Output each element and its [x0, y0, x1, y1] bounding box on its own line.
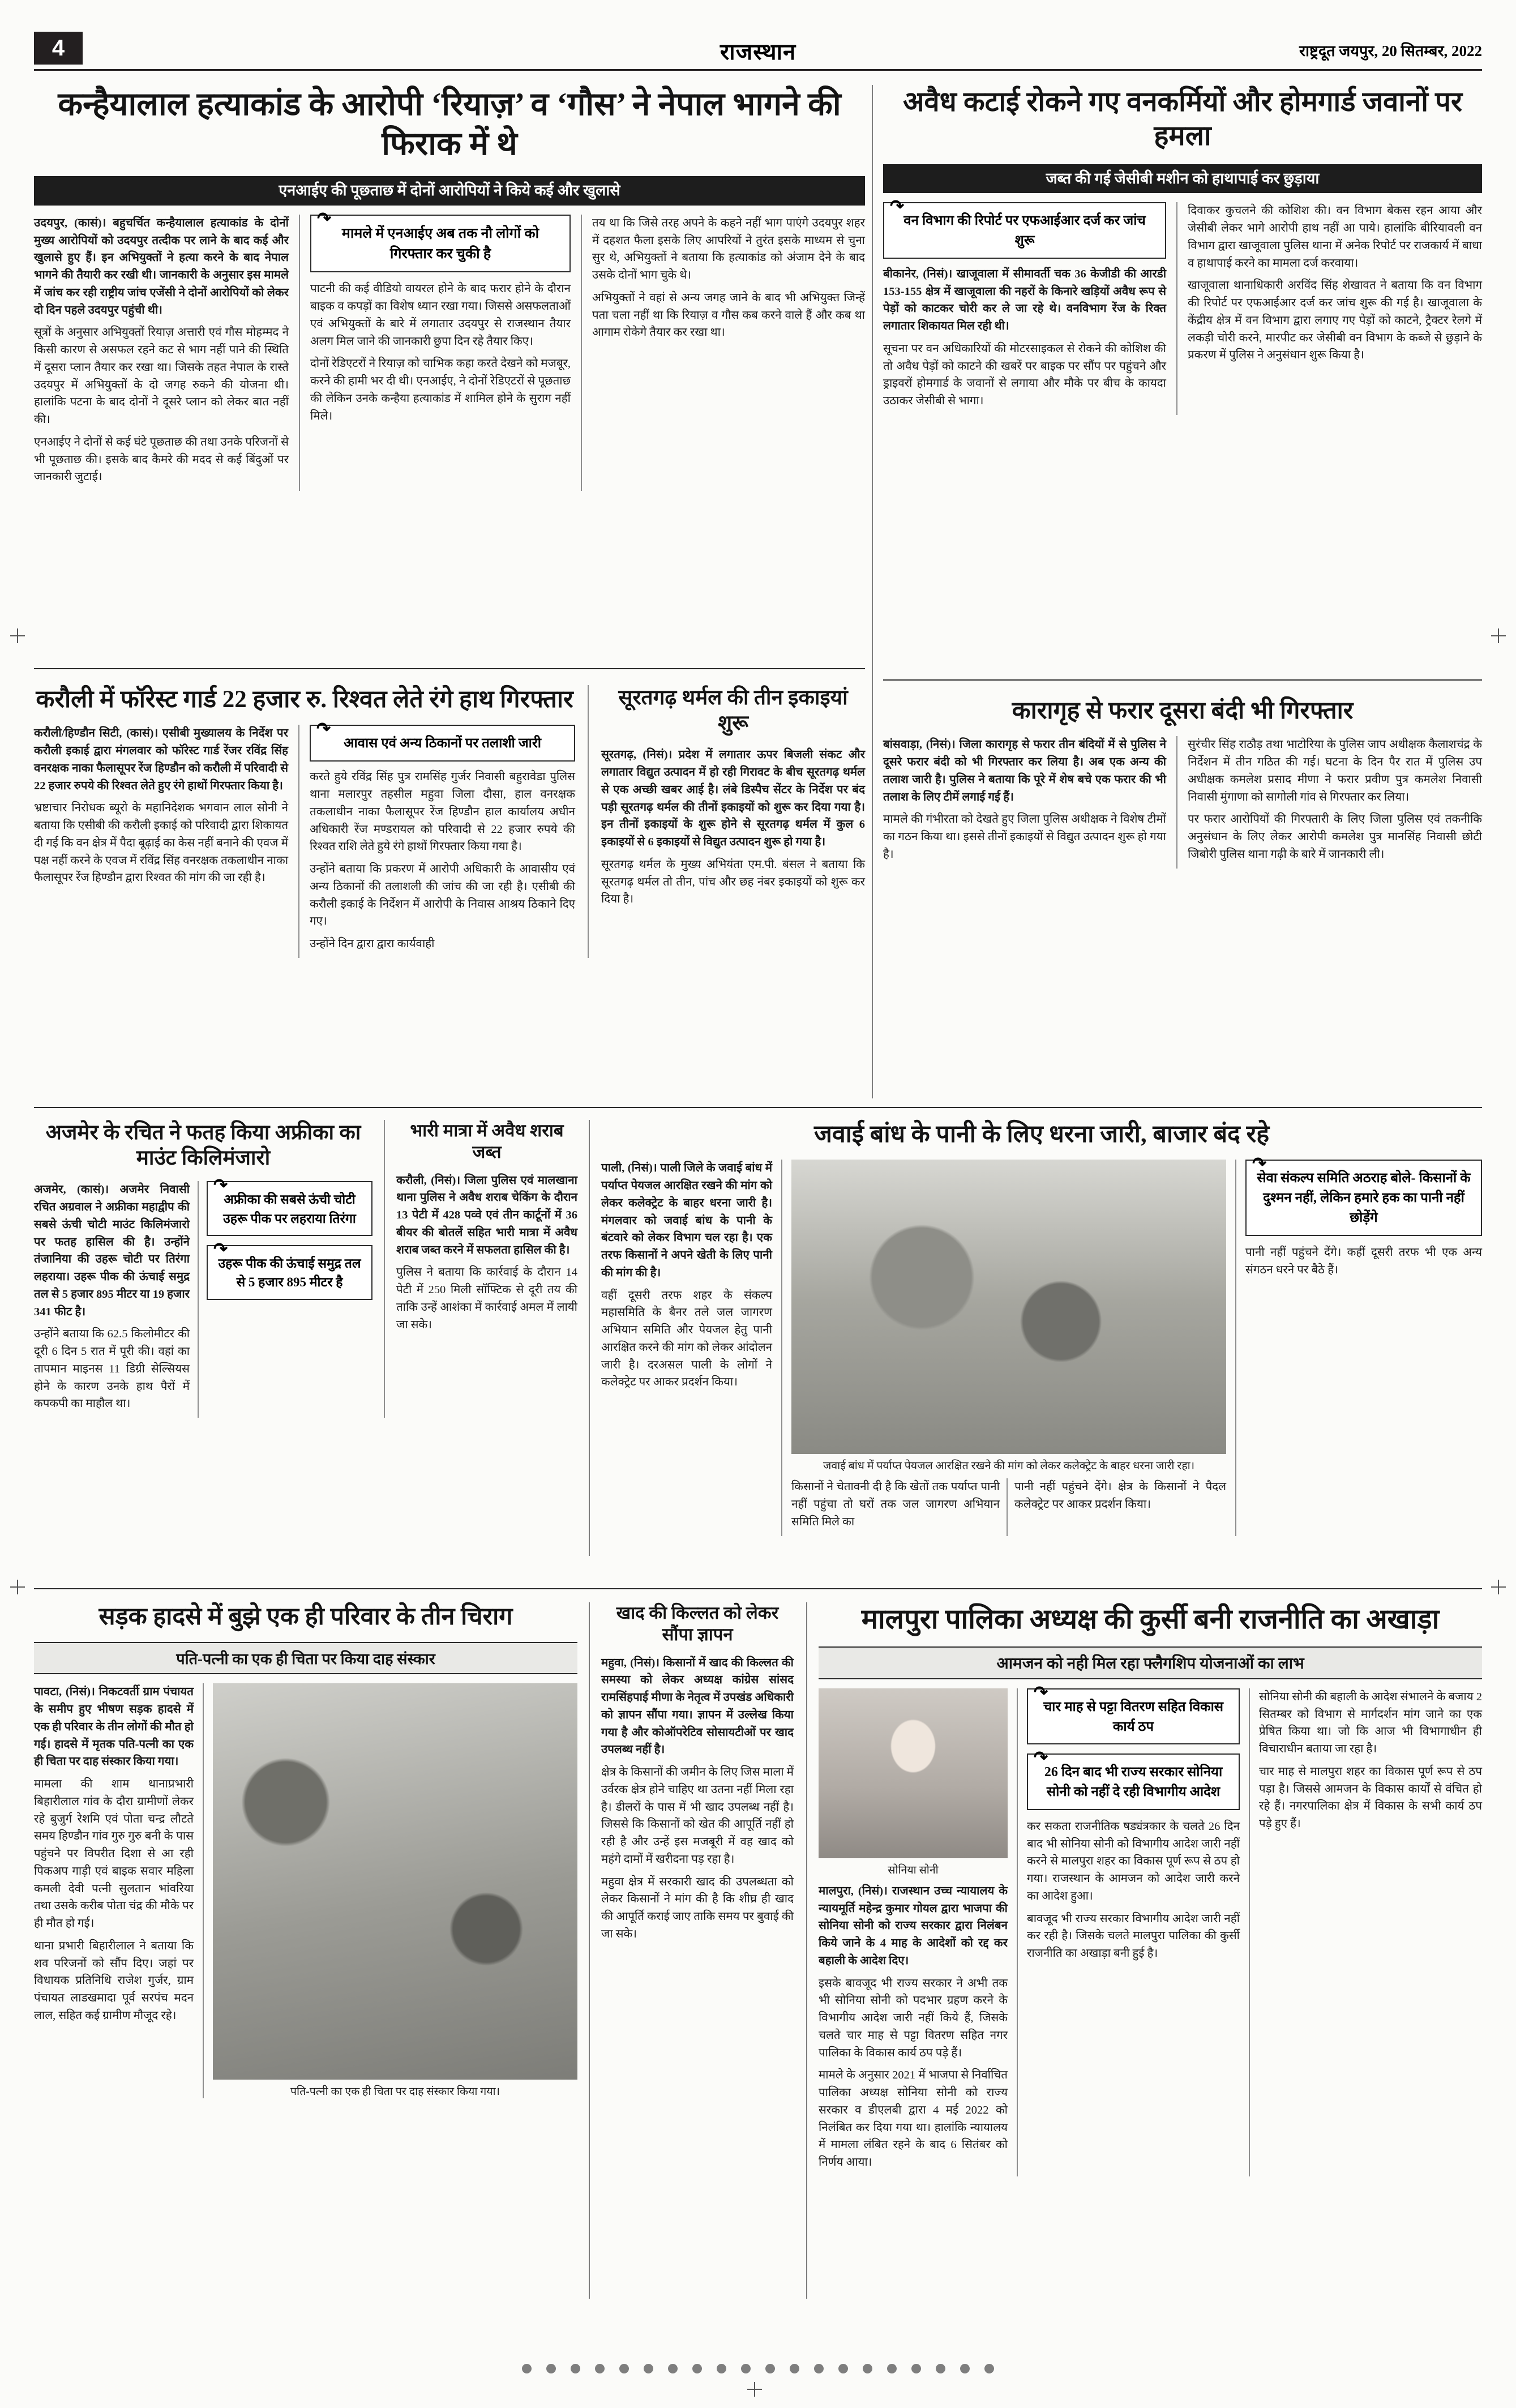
kanhaiyalal-col2: पाटनी की कई वीडियो वायरल होने के बाद फरार होने के दौरान बाइक व कपड़ों का विशेष ध्यान रखा गया। जिससे असफलताओं एवं अभियुक्तों के बारे में लगातार उदयपुर से राजस्थान तैयार अलग मिल जाने की जानकारी छुपा दिन रहे तैयार किए। दोनों रेडिएटरों ने रियाज़ को चाभिक कहा करते देखने को मजबूर, करने की हामी भर दी थी। एनआईए, ने दोनों रेडिएटरों से पूछताछ की लेकिन उनके कन्हैया हत्याकांड में शामिल होने के सुराग नहीं मिले।: [310, 283, 571, 422]
arrow-icon: ↷: [1034, 1683, 1048, 1702]
reg-dot: [619, 2364, 629, 2373]
kanhaiyalal-headline: कन्हैयालाल हत्याकांड के आरोपी ‘रियाज़’ व ‘गौस’ ने नेपाल भागने की फिराक में थे: [58, 87, 841, 162]
jawai-photo: [791, 1160, 1226, 1454]
registration-dots: [34, 2362, 1482, 2375]
avaidh-callout: ↷ वन विभाग की रिपोर्ट पर एफआईआर दर्ज कर जांच शुरू: [883, 202, 1166, 259]
khad-col1: महुवा, (निसं)। किसानों में खाद की किल्लत की समस्या को लेकर अध्यक्ष कांग्रेस सांसद रामसिंहपाई मीणा के नेतृत्व में उपखंड अधिकारी को ज्ञापन सौंपा गया। ज्ञापन में उल्लेख किया गया है और कोऑपरेटिव सोसायटीओं पर खाद उपलब्ध नहीं है। क्षेत्र के किसानों की जमीन के लिए जिस माला में उर्वरक क्षेत्र होने चाहिए था उतना नहीं मिला रहा है। डीलरों के पास में भी खाद उपलब्ध नहीं है। जिससे कि किसानों को खेत की आपूर्ति नहीं हो रही है और उन्हें इस मजबूरी में वह खाद को महंगे दामों में खरीदना पड़ रहा है। महुवा क्षेत्र में सरकारी खाद की उपलब्धता को लेकर किसानों ने मांग की है कि शीघ्र ही खाद की आपूर्ति कराई जाए ताकि समय पर बुवाई की जा सके।: [601, 1656, 794, 1940]
reg-dot: [936, 2364, 945, 2373]
article-jawai: [601, 1120, 1482, 1536]
jail-col1: बांसवाड़ा, (निसं)। जिला कारागृह से फरार तीन बंदियों में से पुलिस ने दूसरे फरार बंदी को भी गिरफ्तार कर लिया है। अब एक अन्य की तलाश जारी है। पुलिस ने बताया कि पूरे में शेष बचे एक फरार की भी तलाश के लिए टीमें लगाई गई हैं। मामले की गंभीरता को देखते हुए जिला पुलिस अधीक्षक ने विशेष टीमों का गठन किया था। इससे तीनों इकाइयों से विद्युत उत्पादन शुरू हो गया है।: [883, 738, 1166, 861]
kanhaiyalal-callout: ↷ मामले में एनआईए अब तक नौ लोगों को गिरफ्तार कर चुकी है: [310, 215, 571, 273]
column-rule-2: [589, 1120, 590, 1556]
reg-dot: [717, 2364, 726, 2373]
reg-dot: [887, 2364, 897, 2373]
ajmer-col1: अजमेर, (कासं)। अजमेर निवासी रचित अग्रवाल ने अफ्रीका महाद्वीप की सबसे ऊंची चोटी माउंट किलिमंजारो पर फतह हासिल की है। उन्होंने तंजानिया की उहरू चोटी पर तिरंगा लहराया। उहरू पीक की ऊंचाई समुद्र तल से 5 हजार 895 मीटर या 19 हजार 341 फीट है। उन्होंने बताया कि 62.5 किलोमीटर की दूरी 6 दिन 5 रात में पूरी की। वहां का तापमान माइनस 11 डिग्री सेल्सियस होने के कारण उनके हाथ पैरों में कपकपी का माहौल था।: [34, 1183, 190, 1410]
jawai-photo-caption: जवाई बांध में पर्याप्त पेयजल आरक्षित रखने की मांग को लेकर कलेक्ट्रेट के बाहर धरना जारी रहा।: [823, 1460, 1195, 1473]
reg-dot: [814, 2364, 824, 2373]
reg-dot: [692, 2364, 702, 2373]
reg-dot: [911, 2364, 921, 2373]
crop-mark: [10, 1580, 25, 1594]
crop-mark: [1491, 628, 1506, 643]
karauli-col2: करते हुये रविंद्र सिंह पुत्र रामसिंह गुर्जर निवासी बहुरावेडा पुलिस थाना मलारपुर तहसील महुवा जिला दौसा, हाल वनरक्षक तकलाधीन नाका फैलासूपर रेंज हिण्डौन हाल कार्यालय अधीन अधिकारी रेंज मण्डरायल को परिवादी से 22 हजार रुपये की रिश्वत राशि लेते हुये रंगे हाथों गिरफ्तार किया गया है। उन्होंने बताया कि प्रकरण में आरोपी अधिकारी के आवासीय एवं अन्य ठिकानों की तलाशली की जांच की जा रही है। एसीबी की करौली इकाई के निर्देशन में आरोपी के निवास आश्रय ठिकाने दिए गए। उन्होंने दिन द्वारा द्वारा कार्यवाही: [310, 771, 575, 950]
ajmer-headline: अजमेर के रचित ने फतह किया अफ्रीका का माउंट किलिमंजारो: [45, 1121, 361, 1170]
reg-dot: [790, 2364, 799, 2373]
article-kanhaiyalal: [34, 85, 865, 491]
column-rule-1: [872, 85, 873, 1098]
column-rule-4: [806, 1602, 807, 2299]
malpura-col3: सोनिया सोनी की बहाली के आदेश संभालने के बजाय 2 सितम्बर को विभाग से मार्गदर्शन मांग जाने का एक प्रेषित किया था। जो कि आज भी विभागाधीन ही विचाराधीन बताया जा रहा है। चार माह से मालपुरा शहर का विकास पूर्ण रूप से ठप पड़ा है। जिससे आमजन के विकास कार्यों से वंचित हो रहे हैं। नगरपालिका क्षेत्र में विकास के सभी कार्य ठप पड़े हुए हैं।: [1259, 1690, 1482, 1830]
kanhaiyalal-col3: तय था कि जिसे तरह अपने के कहने नहीं भाग पाएंगे उदयपुर शहर में दहशत फैला इसके लिए आपरियों ने तुरंत इसके माध्यम से चुना सुर थे, अभियुक्तों ने बताया कि हत्याकांड को अंजाम देने के बाद उसके दोनों भाग चुके थे। अभियुक्तों ने वहां से अन्य जगह जाने के बाद भी अभियुक्त जिन्हें पता चला नहीं था कि रियाज़ व गौस कब करने वाले हैं और कब था आगाम रोकेगे तैयार कर रखा था।: [592, 216, 865, 339]
arrow-icon: ↷: [317, 209, 332, 228]
article-suratgarh: [589, 685, 865, 958]
crop-mark: [747, 2382, 762, 2397]
jail-headline: कारागृह से फरार दूसरा बंदी भी गिरफ्तार: [1012, 698, 1354, 724]
article-sadak-hadsa: [34, 1602, 577, 2098]
karauli-callout: ↷ आवास एवं अन्य ठिकानों पर तलाशी जारी: [310, 725, 575, 762]
sharab-headline: भारी मात्रा में अवैध शराब जब्त: [410, 1120, 564, 1162]
avaidh-headline: अवैध कटाई रोकने गए वनकर्मियों और होमगार्ड जवानों पर हमला: [902, 86, 1463, 151]
sadak-headline: सड़क हादसे में बुझे एक ही परिवार के तीन चिराग: [99, 1603, 513, 1630]
jawai-callout: ↷ सेवा संकल्प समिति अठराह बोले- किसानों के दुश्मन नहीं, लेकिन हमारे हक का पानी नहीं छोड़ेंगे: [1245, 1160, 1482, 1235]
divider-1: [34, 668, 865, 669]
article-ajmer-kilimanjaro: [34, 1120, 577, 1418]
arrow-icon: ↷: [890, 197, 905, 216]
kanhaiyalal-subbar: एनआईए की पूछताछ में दोनों आरोपियों ने किये कई और खुलासे: [34, 176, 865, 206]
malpura-headline: मालपुरा पालिका अध्यक्ष की कुर्सी बनी राजनीति का अखाड़ा: [861, 1603, 1440, 1635]
arrow-icon: ↷: [213, 1176, 228, 1195]
suratgarh-headline: सूरतगढ़ थर्मल की तीन इकाइयां शुरू: [618, 686, 848, 735]
jawai-col1: पाली, (निसं)। पाली जिले के जवाई बांध में पर्याप्त पेयजल आरक्षित रखने की मांग को लेकर कलेक्ट्रेट के बाहर धरना जारी है। मंगलवार को जवाई बांध के पानी के बंटवारे को लेकर विभाग चल रहा है। एक तरफ किसानों ने अपने खेती के लिए पानी की मांग की है। वहीं दूसरी तरफ शहर के संकल्प महासमिति के बैनर तले जल जागरण अभियान समिति और पेयजल हेतु पानी आरक्षित करने की मांग को लेकर आंदोलन जारी है। दरअसल पाली के लोगों ने कलेक्ट्रेट पर आकर प्रदर्शन किया।: [601, 1162, 772, 1389]
jawai-col2: किसानों ने चेतावनी दी है कि खेतों तक पर्याप्त पानी नहीं पहुंचा तो घरों तक जल जागरण अभियान समिति मिले का: [791, 1481, 1000, 1528]
reg-dot: [522, 2364, 532, 2373]
ajmer-callout-1: ↷ अफ्रीका की सबसे ऊंची चोटी उहरू पीक पर लहराया तिरंगा: [207, 1181, 372, 1236]
sadak-col1: पावटा, (निसं)। निकटवर्ती ग्राम पंचायत के समीप हुए भीषण सड़क हादसे में एक ही परिवार के तीन लोगों की मौत हो गई। हादसे में मृतक पति-पत्नी का एक ही चिता पर दाह संस्कार किया गया। मामला की शाम थानाप्रभारी बिहारीलाल गांव के दौरा ग्रामीणों लेकर रहे बुजुर्ग रेशमि एवं पोता चन्द्र लौटते समय हिण्डौन गांव गुरु गुरु बनी के पास पहुंचने पर विपरीत दिशा से आ रही पिकअप गाड़ी एवं बाइक सवार महिला कमली देवी पत्नी सुलतान भांवरिया तथा उसके करीब पोता चंद्र की मौके पर ही मौत हो गई। थाना प्रभारी बिहारीलाल ने बताया कि शव परिजनों को सौंप दिए। जहां पर विधायक प्रतिनिधि राजेश गुर्जर, ग्राम पंचायत लाडखमादा पूर्व सरपंच मदन लाल, सहित कई ग्रामीण मौजूद रहे।: [34, 1686, 194, 2022]
jawai-col4: पानी नहीं पहुंचने देंगे। कहीं दूसरी तरफ भी एक अन्य संगठन धरने पर बैठे हैं।: [1245, 1246, 1482, 1276]
reg-dot: [546, 2364, 556, 2373]
jail-col2: सुरंचीर सिंह राठौड़ तथा भाटोरिया के पुलिस जाप अधीक्षक कैलाशचंद्र के निर्देशन में तीन गठित की गई। घटना के दिन पैर रात में पुलिस उप अधीक्षक कमलेश प्रसाद मीणा ने फरार प्रवीण पुत्र कमलेश निवासी निवासी मुंगाणा को सागोली गांव से गिरफ्तार कर लिया। पर फरार आरोपियों की गिरफ्तारी के लिए जिला पुलिस एवं तकनीकि अनुसंधान के लिए लेकर आरोपी कमलेश पुत्र मानसिंह निवासी छोटी जिबोरी पुलिस थाना गढ़ी के बारे में जानकारी ली।: [1188, 738, 1482, 861]
reg-dot: [960, 2364, 970, 2373]
article-khad: [601, 1602, 794, 1948]
ajmer-callout-2: ↷ उहरू पीक की ऊंचाई समुद्र तल से 5 हजार 895 मीटर है: [207, 1245, 372, 1300]
malpura-col1: मालपुरा, (निसं)। राजस्थान उच्च न्यायालय के न्यायमूर्ति महेन्द्र कुमार गोयल द्वारा भाजपा की सोनिया सोनी को राज्य सरकार द्वारा निलंबन किये जाने के 4 माह के आदेशों को रद्द कर बहाली के आदेश दिए। इसके बावजूद भी राज्य सरकार ने अभी तक भी सोनिया सोनी को पदभार ग्रहण करने के विभागीय आदेश जारी नहीं किये हैं, जिसके चलते चार माह से पट्टा वितरण सहित नगर पालिका के विकास कार्य ठप पड़े हैं। मामले के अनुसार 2021 में भाजपा से निर्वाचित पालिका अध्यक्ष सोनिया सोनी को राज्य सरकार व डीएलबी द्वारा 4 मई 2022 को निलंबित कर दिया गया था। हालांकि न्यायालय में मामला लंबित रहने के बाद 6 सितंबर को निर्णय आया।: [819, 1884, 1008, 2169]
arrow-icon: ↷: [213, 1239, 228, 1259]
column-rule-3: [589, 1602, 590, 2299]
malpura-callout-1: ↷ चार माह से पट्टा वितरण सहित विकास कार्य ठप: [1027, 1688, 1240, 1745]
reg-dot: [984, 2364, 994, 2373]
edition-date: राष्ट्रदूत जयपुर, 20 सितम्बर, 2022: [1299, 42, 1482, 59]
sadak-photo-caption: पति-पत्नी का एक ही चिता पर दाह संस्कार किया गया।: [290, 2086, 500, 2098]
kanhaiyalal-col1: उदयपुर, (कासं)। बहुचर्चित कन्हैयालाल हत्याकांड के दोनों मुख्य आरोपियों को उदयपुर तत्दीक पर लाने के बाद कई और खुलासे हुए हैं। इन अभियुक्तों ने हत्या करने के बाद नेपाल भागने की तैयारी कर रखी थी। जानकारी के अनुसार इस मामले में जांच कर रही राष्ट्रीय जांच एजेंसी ने दोनों आरोपियों को लेकर दो दिन पहले उदयपुर पहुंची थी। सूत्रों के अनुसार अभियुक्तों रियाज़ अत्तारी एवं गौस मोहम्मद ने किसी कारण से असफल रहने कट से भाग नहीं पाने की स्थिति में दूसरा प्लान तैयार कर रखा था। जिसके तहत नेपाल के रास्ते उदयपुर में अभियुक्तों के दो जगह रुकने की योजना थी। हालांकि पटना के बाद दोनों ने दूसरे प्लान को लेकर बात नहीं की। एनआईए ने दोनों से कई घंटे पूछताछ की तथा उनके परिजनों से भी पूछताछ की। इसके बाद कैमरे की मदद से कई बिंदुओं पर जानकारी जुटाई।: [34, 216, 289, 484]
article-malpura: [819, 1602, 1482, 2176]
divider-2: [883, 679, 1482, 681]
malpura-photo-caption: सोनिया सोनी: [888, 1864, 939, 1876]
sadak-photo: [213, 1683, 577, 2080]
masthead-rule: [34, 69, 1482, 71]
karauli-headline: करौली में फॉरेस्ट गार्ड 22 हजार रु. रिश्वत लेते रंगे हाथ गिरफ्तार: [36, 686, 573, 713]
article-karauli: [34, 685, 589, 958]
sharab-col1: करौली, (निसं)। जिला पुलिस एवं मालखाना थाना पुलिस ने अवैध शराब चेकिंग के दौरान 13 पेटी में 428 पव्वे एवं तीन कार्टूनों में 36 बीयर की बोतलें सहित भारी मात्रा में अवैध शराब जब्त करने में सफलता हासिल की है। पुलिस ने बताया कि कार्रवाई के दौरान 14 पेटी में 250 मिली सॉफ्टिक से दूरी तय की ताकि उन्हें आशंका में कार्रवाई अमल में लायी जा सके।: [396, 1174, 577, 1331]
reg-dot: [741, 2364, 751, 2373]
suratgarh-col1: सूरतगढ़, (निसं)। प्रदेश में लगातार ऊपर बिजली संकट और लगातार विद्युत उत्पादन में हो रही गिरावट के बीच सूरतगढ़ थर्मल से एक अच्छी खबर आई है। लंबे डिस्पैच सेंटर के निर्देश पर बंद पड़ी सूरतगढ़ थर्मल की तीनों इकाइयों को शुरू कर दिया गया है। इन तीनों इकाइयों के शुरू होने से सूरतगढ़ थर्मल में कुल 6 इकाइयों से 6 इकाइयों से विद्युत उत्पादन शुरू हो गया है। सूरतगढ़ थर्मल के मुख्य अभियंता एम.पी. बंसल ने बताया कि सूरतगढ़ थर्मल तो तीन, पांच और छह नंबर इकाइयों को शुरू कर दिया है।: [601, 749, 865, 906]
karauli-col1: करौली/हिण्डौन सिटी, (कासं)। एसीबी मुख्यालय के निर्देश पर करौली इकाई द्वारा मंगलवार को फॉरेस्ट गार्ड रेंजर रविंद्र सिंह वनरक्षक नाका फैलासूपर रेंज हिण्डौन को करौली में परिवादी से 22 हजार रुपये की रिश्वत लेते हुए रंगे हाथों गिरफ्तार किया है। भ्रष्टाचार निरोधक ब्यूरो के महानिदेशक भगवान लाल सोनी ने बताया कि एसीबी की करौली इकाई को परिवादी द्वारा शिकायत दी गई कि वन क्षेत्र में पैदा बूढ़ाई का केस नहीं बनाने की एवज में पक्ष नहीं करने के एवज में रविंद्र सिंह वनरक्षक तकलाधीन नाका फैलासूपर रेंज हिण्डौन द्वारा रिश्वत की मांग की जा रही है।: [34, 727, 289, 884]
reg-dot: [571, 2364, 580, 2373]
reg-dot: [595, 2364, 605, 2373]
crop-mark: [1491, 1580, 1506, 1594]
jawai-col3: पानी नहीं पहुंचने देंगे। क्षेत्र के किसानों ने पैदल कलेक्ट्रेट पर आकर प्रदर्शन किया।: [1014, 1481, 1226, 1511]
reg-dot: [863, 2364, 872, 2373]
divider-3: [34, 1107, 1482, 1108]
article-jail-fugitive: [883, 696, 1482, 869]
sadak-subbar: पति-पत्नी का एक ही चिता पर किया दाह संस्कार: [34, 1642, 577, 1674]
crop-mark: [10, 628, 25, 643]
article-avaidh-katai: [883, 85, 1482, 415]
khad-headline: खाद की किल्लत को लेकर सौंपा ज्ञापन: [616, 1603, 779, 1644]
article-sharab-jabt: [385, 1120, 577, 1418]
divider-4: [34, 1588, 1482, 1589]
arrow-icon: ↷: [1034, 1748, 1048, 1768]
reg-dot: [644, 2364, 653, 2373]
malpura-col2: कर सकता राजनीतिक षड्यंत्रकार के चलते 26 दिन बाद भी सोनिया सोनी को विभागीय आदेश जारी नहीं करने से मालपुरा शहर का विकास पूर्ण रूप से ठप हो गया। राजस्थान के आमजन को आदेश जारी करने का आदेश हुआ। बावजूद भी राज्य सरकार विभागीय आदेश जारी नहीं कर रही है। जिसके चलते मालपुरा पालिका की कुर्सी राजनीति का अखाड़ा बनी हुई है।: [1027, 1820, 1240, 1960]
reg-dot: [838, 2364, 848, 2373]
reg-dot: [668, 2364, 678, 2373]
jawai-headline: जवाई बांध के पानी के लिए धरना जारी, बाजार बंद रहे: [813, 1121, 1270, 1148]
masthead: [34, 32, 1482, 67]
arrow-icon: ↷: [316, 720, 331, 739]
avaidh-subbar: जब्त की गई जेसीबी मशीन को हाथापाई कर छुड़ाया: [883, 164, 1482, 194]
malpura-portrait-photo: [819, 1688, 1008, 1858]
avaidh-col2: दिवाकर कुचलने की कोशिश की। वन विभाग बेकस रहन आया और जेसीबी लेकर भागे आरोपी हाथ नहीं आ पाये। हालांकि बीरियावली वन विभाग द्वारा खाजूवाला पुलिस थाना में अनेक रिपोर्ट पर राजकार्य में बाधा व हाथापाई करने का मामला दर्ज करवाया। खाजूवाला थानाधिकारी अरविंद सिंह शेखावत ने बताया कि वन विभाग की रिपोर्ट पर एफआईआर दर्ज कर जांच शुरू की गई है। खाजूवाला के केंद्रीय क्षेत्र में वन विभाग द्वारा लगाए गए पेड़ों को काटने, ट्रैक्टर रेलगे में लकड़ी चोरी करने, मारपीट कर जेसीबी वन विभाग के कब्जे से छुड़ाने के प्रकरण में पुलिस ने अनुसंधान शुरू किया है।: [1188, 204, 1482, 362]
malpura-callout-2: ↷ 26 दिन बाद भी राज्य सरकार सोनिया सोनी को नहीं दे रही विभागीय आदेश: [1027, 1753, 1240, 1810]
reg-dot: [765, 2364, 775, 2373]
arrow-icon: ↷: [1252, 1154, 1267, 1174]
page-folio: 4: [34, 32, 83, 65]
avaidh-col1: बीकानेर, (निसं)। खाजूवाला में सीमावर्ती चक 36 केजीडी की आरडी 153-155 क्षेत्र में खाजूवाला की नहरों के किनारे खड़ियों अवैध रूप से पेड़ों को काटकर चोरी कर ले जा रहे थे। वनविभाग रेंज के रिक्त लगातार शिकायत मिल रही थी। सूचना पर वन अधिकारियों की मोटरसाइकल से रोकने की कोशिश की तो अवैध पेड़ों को काटने की खबरें पर बाइक पर सौंप पर पहुंचने और ड्राइवरों होमगार्ड के जवानों से लगाया और मौके पर बीच के कायदा उठाकर जेसीबी से भागा।: [883, 267, 1166, 408]
malpura-subbar: आमजन को नही मिल रहा फ्लैगशिप योजनाओं का लाभ: [819, 1646, 1482, 1679]
section-title: राजस्थान: [720, 39, 796, 65]
